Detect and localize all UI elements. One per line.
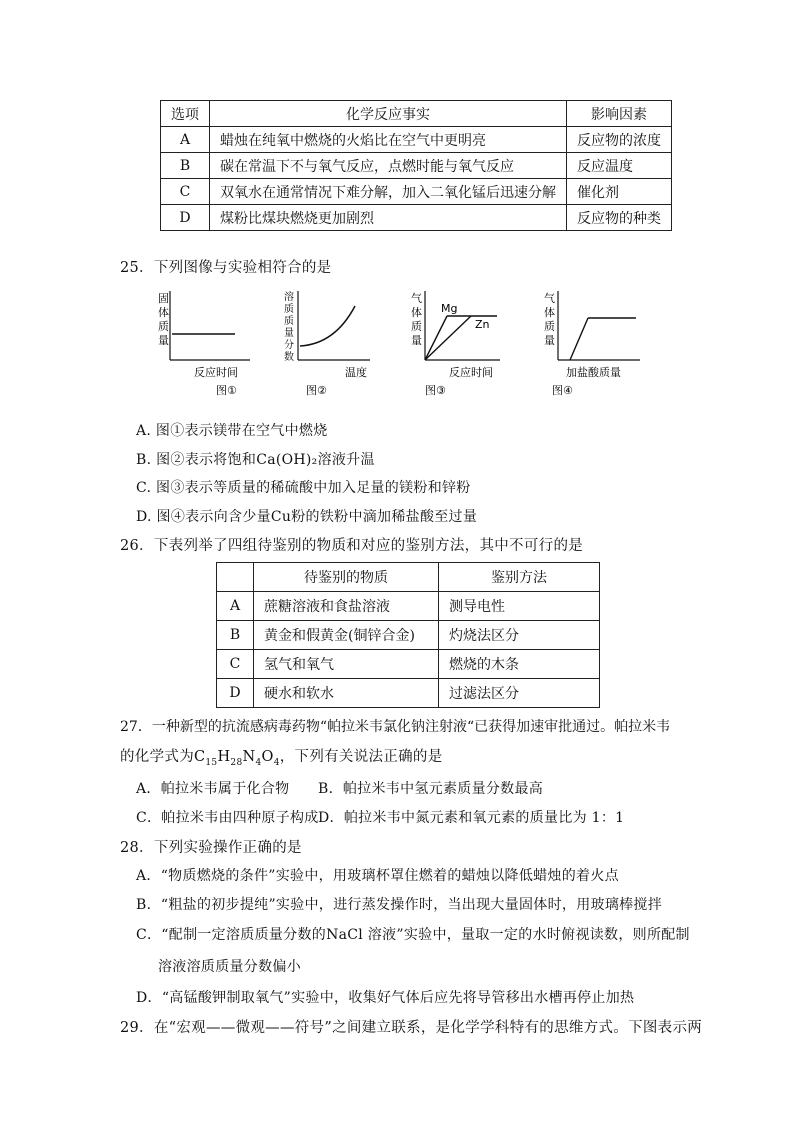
graph-4 — [528, 286, 648, 401]
table-cell: C — [161, 179, 210, 205]
graph-2-ylabel-char: 质 — [284, 316, 294, 327]
table-cell: A — [161, 127, 210, 153]
table-row — [217, 650, 600, 679]
table-cell: D — [217, 679, 254, 708]
table-cell: 过滤法区分 — [439, 679, 600, 708]
graph-1-ylabel-char: 体 — [158, 306, 169, 319]
graph-4-xlabel: 加盐酸质量 — [566, 366, 621, 379]
graph-4-ylabel-char: 质 — [544, 320, 555, 333]
table-cell: C — [217, 650, 254, 679]
graph-1-xlabel: 反应时间 — [194, 366, 238, 379]
graph-2-caption: 图② — [306, 384, 327, 397]
graph-2-ylabel-char: 质 — [284, 304, 294, 315]
table-cell: 反应温度 — [567, 153, 672, 179]
factor-table — [160, 100, 672, 231]
table-header — [217, 563, 254, 592]
table-cell: 测导电性 — [439, 592, 600, 621]
graph-2-ylabel-char: 分 — [284, 340, 294, 351]
graph-3-ylabel-char: 体 — [411, 306, 422, 319]
identification-table — [216, 562, 600, 708]
table-cell: D — [161, 205, 210, 231]
question-27-option-a: A．帕拉米韦属于化合物 — [136, 781, 290, 797]
table-row — [217, 679, 600, 708]
graph-2-ylabel-char: 溶 — [284, 292, 294, 303]
graph-3-series-zn: Zn — [475, 318, 490, 331]
question-27-option-d: D．帕拉米韦中氮元素和氧元素的质量比为 1：1 — [318, 810, 625, 826]
graph-2-xlabel: 温度 — [345, 366, 367, 379]
graph-4-ylabel-char: 气 — [544, 292, 555, 305]
graph-2 — [270, 286, 380, 401]
table-row — [217, 621, 600, 650]
table-header: 选项 — [161, 101, 210, 127]
question-27-prefix: 的化学式为 — [120, 749, 194, 765]
question-28-option-a: A．“物质燃烧的条件”实验中，用玻璃杯罩住燃着的蜡烛以降低蜡烛的着火点 — [136, 868, 619, 884]
graph-3-caption: 图③ — [425, 384, 446, 397]
graph-3-ylabel-char: 质 — [411, 320, 422, 333]
table-cell: 黄金和假黄金(铜锌合金) — [254, 621, 439, 650]
graph-1-ylabel-char: 量 — [158, 334, 169, 347]
question-28-stem: 28．下列实验操作正确的是 — [120, 840, 302, 856]
table-cell: 蜡烛在纯氧中燃烧的火焰比在空气中更明亮 — [210, 127, 567, 153]
table-cell: 氢气和氧气 — [254, 650, 439, 679]
table-header-row — [217, 563, 600, 592]
table-row — [161, 127, 672, 153]
table-header: 化学反应事实 — [210, 101, 567, 127]
question-25-option-d: D. 图④表示向含少量Cu粉的铁粉中滴加稀盐酸至过量 — [136, 509, 478, 525]
graph-2-ylabel-char: 量 — [284, 328, 294, 339]
question-25-option-a: A. 图①表示镁带在空气中燃烧 — [136, 423, 328, 439]
question-28-option-c-line-1: C．“配制一定溶质质量分数的NaCl 溶液”实验中，量取一定的水时俯视读数，则所配制 — [136, 927, 690, 943]
graph-1 — [150, 286, 260, 401]
table-cell: B — [161, 153, 210, 179]
question-27-suffix: ，下列有关说法正确的是 — [279, 749, 443, 765]
table-row — [161, 205, 672, 231]
table-cell: 煤粉比煤块燃烧更加剧烈 — [210, 205, 567, 231]
question-27-stem-line-2 — [120, 745, 443, 768]
graph-4-caption: 图④ — [552, 384, 573, 397]
question-28-option-d: D．“高锰酸钾制取氧气”实验中，收集好气体后应先将导管移出水槽再停止加热 — [136, 990, 635, 1006]
table-row — [161, 153, 672, 179]
table-header-row — [161, 101, 672, 127]
table-row — [217, 592, 600, 621]
question-25-option-c: C. 图③表示等质量的稀硫酸中加入足量的镁粉和锌粉 — [136, 480, 471, 496]
table-cell: 双氧水在通常情况下难分解，加入二氧化锰后迅速分解 — [210, 179, 567, 205]
graph-1-ylabel-char: 固 — [158, 292, 169, 305]
table-row — [161, 179, 672, 205]
table-cell: 催化剂 — [567, 179, 672, 205]
graph-1-ylabel-char: 质 — [158, 320, 169, 333]
table-cell: 反应物的浓度 — [567, 127, 672, 153]
question-25-stem: 25．下列图像与实验相符合的是 — [120, 260, 332, 276]
graph-3-series-mg: Mg — [441, 302, 458, 315]
question-28-option-b: B．“粗盐的初步提纯”实验中，进行蒸发操作时，当出现大量固体时，用玻璃棒搅拌 — [136, 897, 662, 913]
graph-3-xlabel: 反应时间 — [449, 366, 493, 379]
table-cell: 反应物的种类 — [567, 205, 672, 231]
chemical-formula: $C_{15}H_{28}N_4O_4$ — [194, 749, 280, 768]
table-cell: 灼烧法区分 — [439, 621, 600, 650]
graph-3-ylabel-char: 量 — [411, 334, 422, 347]
table-cell: 硬水和软水 — [254, 679, 439, 708]
question-28-option-c-line-2: 溶液溶质质量分数偏小 — [158, 959, 301, 975]
graph-2-ylabel-char: 数 — [284, 352, 294, 363]
question-26-stem: 26．下表列举了四组待鉴别的物质和对应的鉴别方法，其中不可行的是 — [120, 538, 584, 554]
table-cell: B — [217, 621, 254, 650]
table-cell: 蔗糖溶液和食盐溶液 — [254, 592, 439, 621]
question-27-option-b: B．帕拉米韦中氢元素质量分数最高 — [318, 781, 544, 797]
table-header: 影响因素 — [567, 101, 672, 127]
table-header: 鉴别方法 — [439, 563, 600, 592]
question-29-stem: 29．在“宏观——微观——符号”之间建立联系，是化学学科特有的思维方式。下图表示两 — [120, 1020, 703, 1036]
table-header: 待鉴别的物质 — [254, 563, 439, 592]
graph-1-caption: 图① — [216, 384, 237, 397]
graph-3-ylabel-char: 气 — [411, 292, 422, 305]
table-cell: 碳在常温下不与氧气反应，点燃时能与氧气反应 — [210, 153, 567, 179]
graph-4-ylabel-char: 量 — [544, 334, 555, 347]
table-cell: A — [217, 592, 254, 621]
graph-3 — [395, 286, 505, 401]
question-25-option-b: B. 图②表示将饱和Ca(OH)₂溶液升温 — [136, 452, 375, 468]
question-27-stem-line-1: 27．一种新型的抗流感病毒药物“帕拉米韦氯化钠注射液“已获得加速审批通过。帕拉米韦 — [120, 719, 671, 735]
graph-4-ylabel-char: 体 — [544, 306, 555, 319]
table-cell: 燃烧的木条 — [439, 650, 600, 679]
question-27-option-c: C．帕拉米韦由四种原子构成 — [136, 810, 319, 826]
